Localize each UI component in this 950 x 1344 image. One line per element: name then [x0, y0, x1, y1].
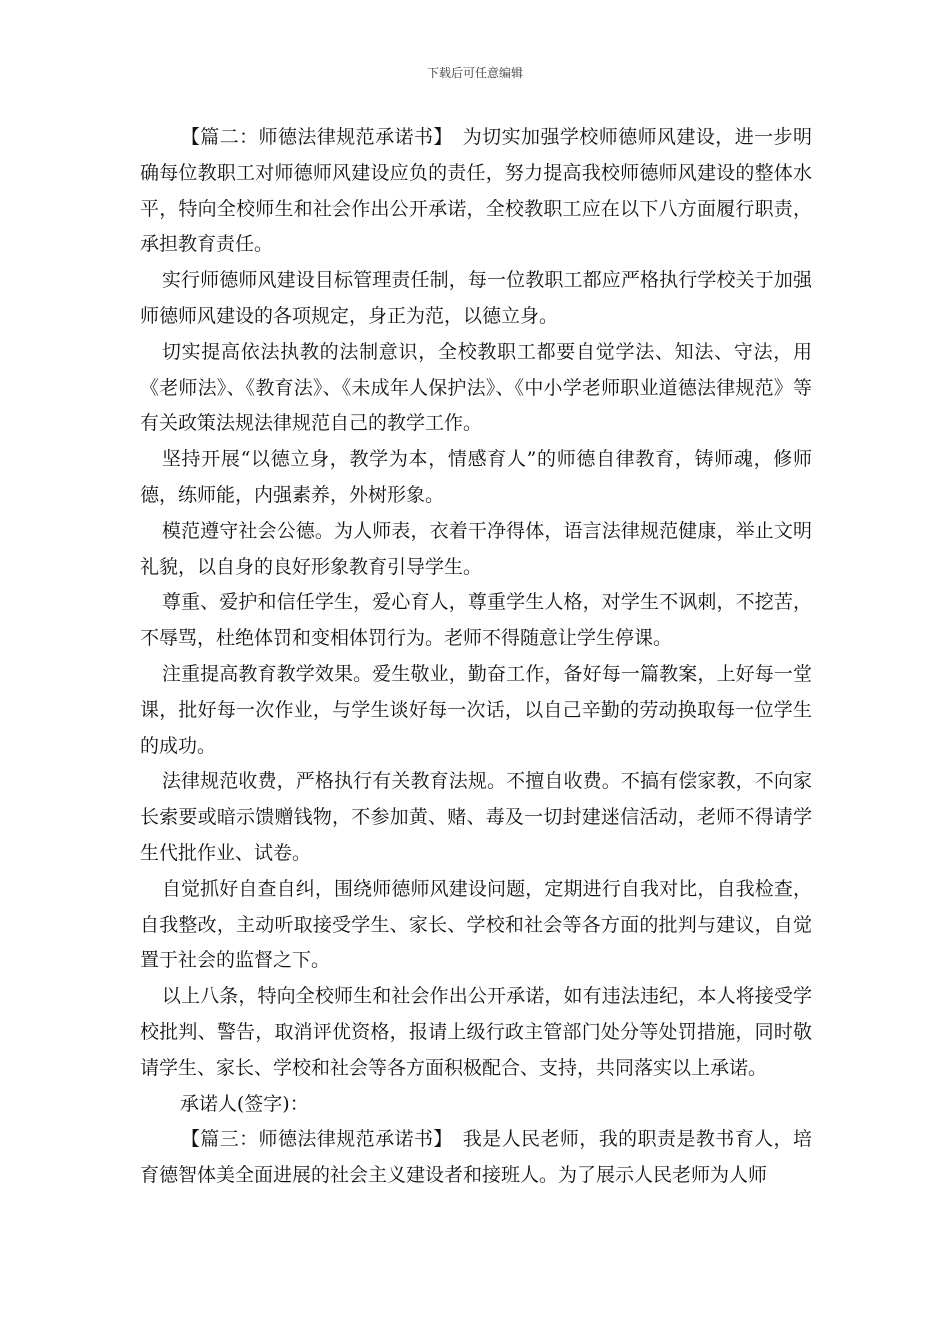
signature-line: 承诺人(签字)：: [179, 1092, 309, 1115]
body-paragraph: 实行师德师风建设目标管理责任制，每一位教职工都应严格执行学校关于加强师德师风建设的各项规定，身正为范，以德立身。: [140, 269, 812, 327]
closing-paragraph: 以上八条，特向全校师生和社会作出公开承诺，如有违法违纪，本人将接受学校批判、警告，取消评优资格，报请上级行政主管部门处分等处罚措施，同时敬请学生、家长、学校和社会等各方面积极配合、支持，共同落实以上承诺。: [140, 985, 812, 1079]
body-paragraph: 切实提高依法执教的法制意识，全校教职工都要自觉学法、知法、守法，用《老师法》、《教育法》、《未成年人保护法》、《中小学老师职业道德法律规范》等有关政策法规法律规范自己的教学工作。: [140, 340, 812, 435]
body-paragraph: 注重提高教育教学效果。爱生敬业，勤奋工作，备好每一篇教案，上好每一堂课，批好每一次作业，与学生谈好每一次话，以自己辛勤的劳动换取每一位学生的成功。: [140, 662, 812, 757]
section-3-intro-paragraph: 【篇三：师德法律规范承诺书】 我是人民老师，我的职责是教书育人，培育德智体美全面进展的社会主义建设者和接班人。为了展示人民老师为人师: [140, 1128, 812, 1187]
body-paragraph: 模范遵守社会公德。为人师表，衣着干净得体，语言法律规范健康，举止文明礼貌，以自身的良好形象教育引导学生。: [140, 519, 812, 578]
page-header: 下载后可任意编辑: [426, 66, 523, 80]
body-paragraph: 法律规范收费，严格执行有关教育法规。不擅自收费。不搞有偿家教，不向家长索要或暗示馈赠钱物，不参加黄、赌、毒及一切封建迷信活动，老师不得请学生代批作业、试卷。: [140, 770, 812, 864]
document-body: [140, 120, 812, 1194]
section-2-intro-paragraph: 【篇二：师德法律规范承诺书】 为切实加强学校师德师风建设，进一步明确每位教职工对师德师风建设应负的责任，努力提高我校师德师风建设的整体水平，特向全校师生和社会作出公开承诺，全校教职工应在以下八方面履行职责，承担教育责任。: [140, 126, 812, 256]
body-paragraph: 坚持开展“以德立身，教学为本，情感育人”的师德自律教育，铸师魂，修师德，练师能，内强素养，外树形象。: [140, 448, 812, 506]
body-paragraph: 自觉抓好自查自纠，围绕师德师风建设问题，定期进行自我对比，自我检查，自我整改，主动听取接受学生、家长、学校和社会等各方面的批判与建议，自觉置于社会的监督之下。: [140, 877, 812, 972]
body-paragraph: 尊重、爱护和信任学生，爱心育人，尊重学生人格，对学生不讽刺，不挖苦，不辱骂，杜绝体罚和变相体罚行为。老师不得随意让学生停课。: [140, 591, 812, 650]
